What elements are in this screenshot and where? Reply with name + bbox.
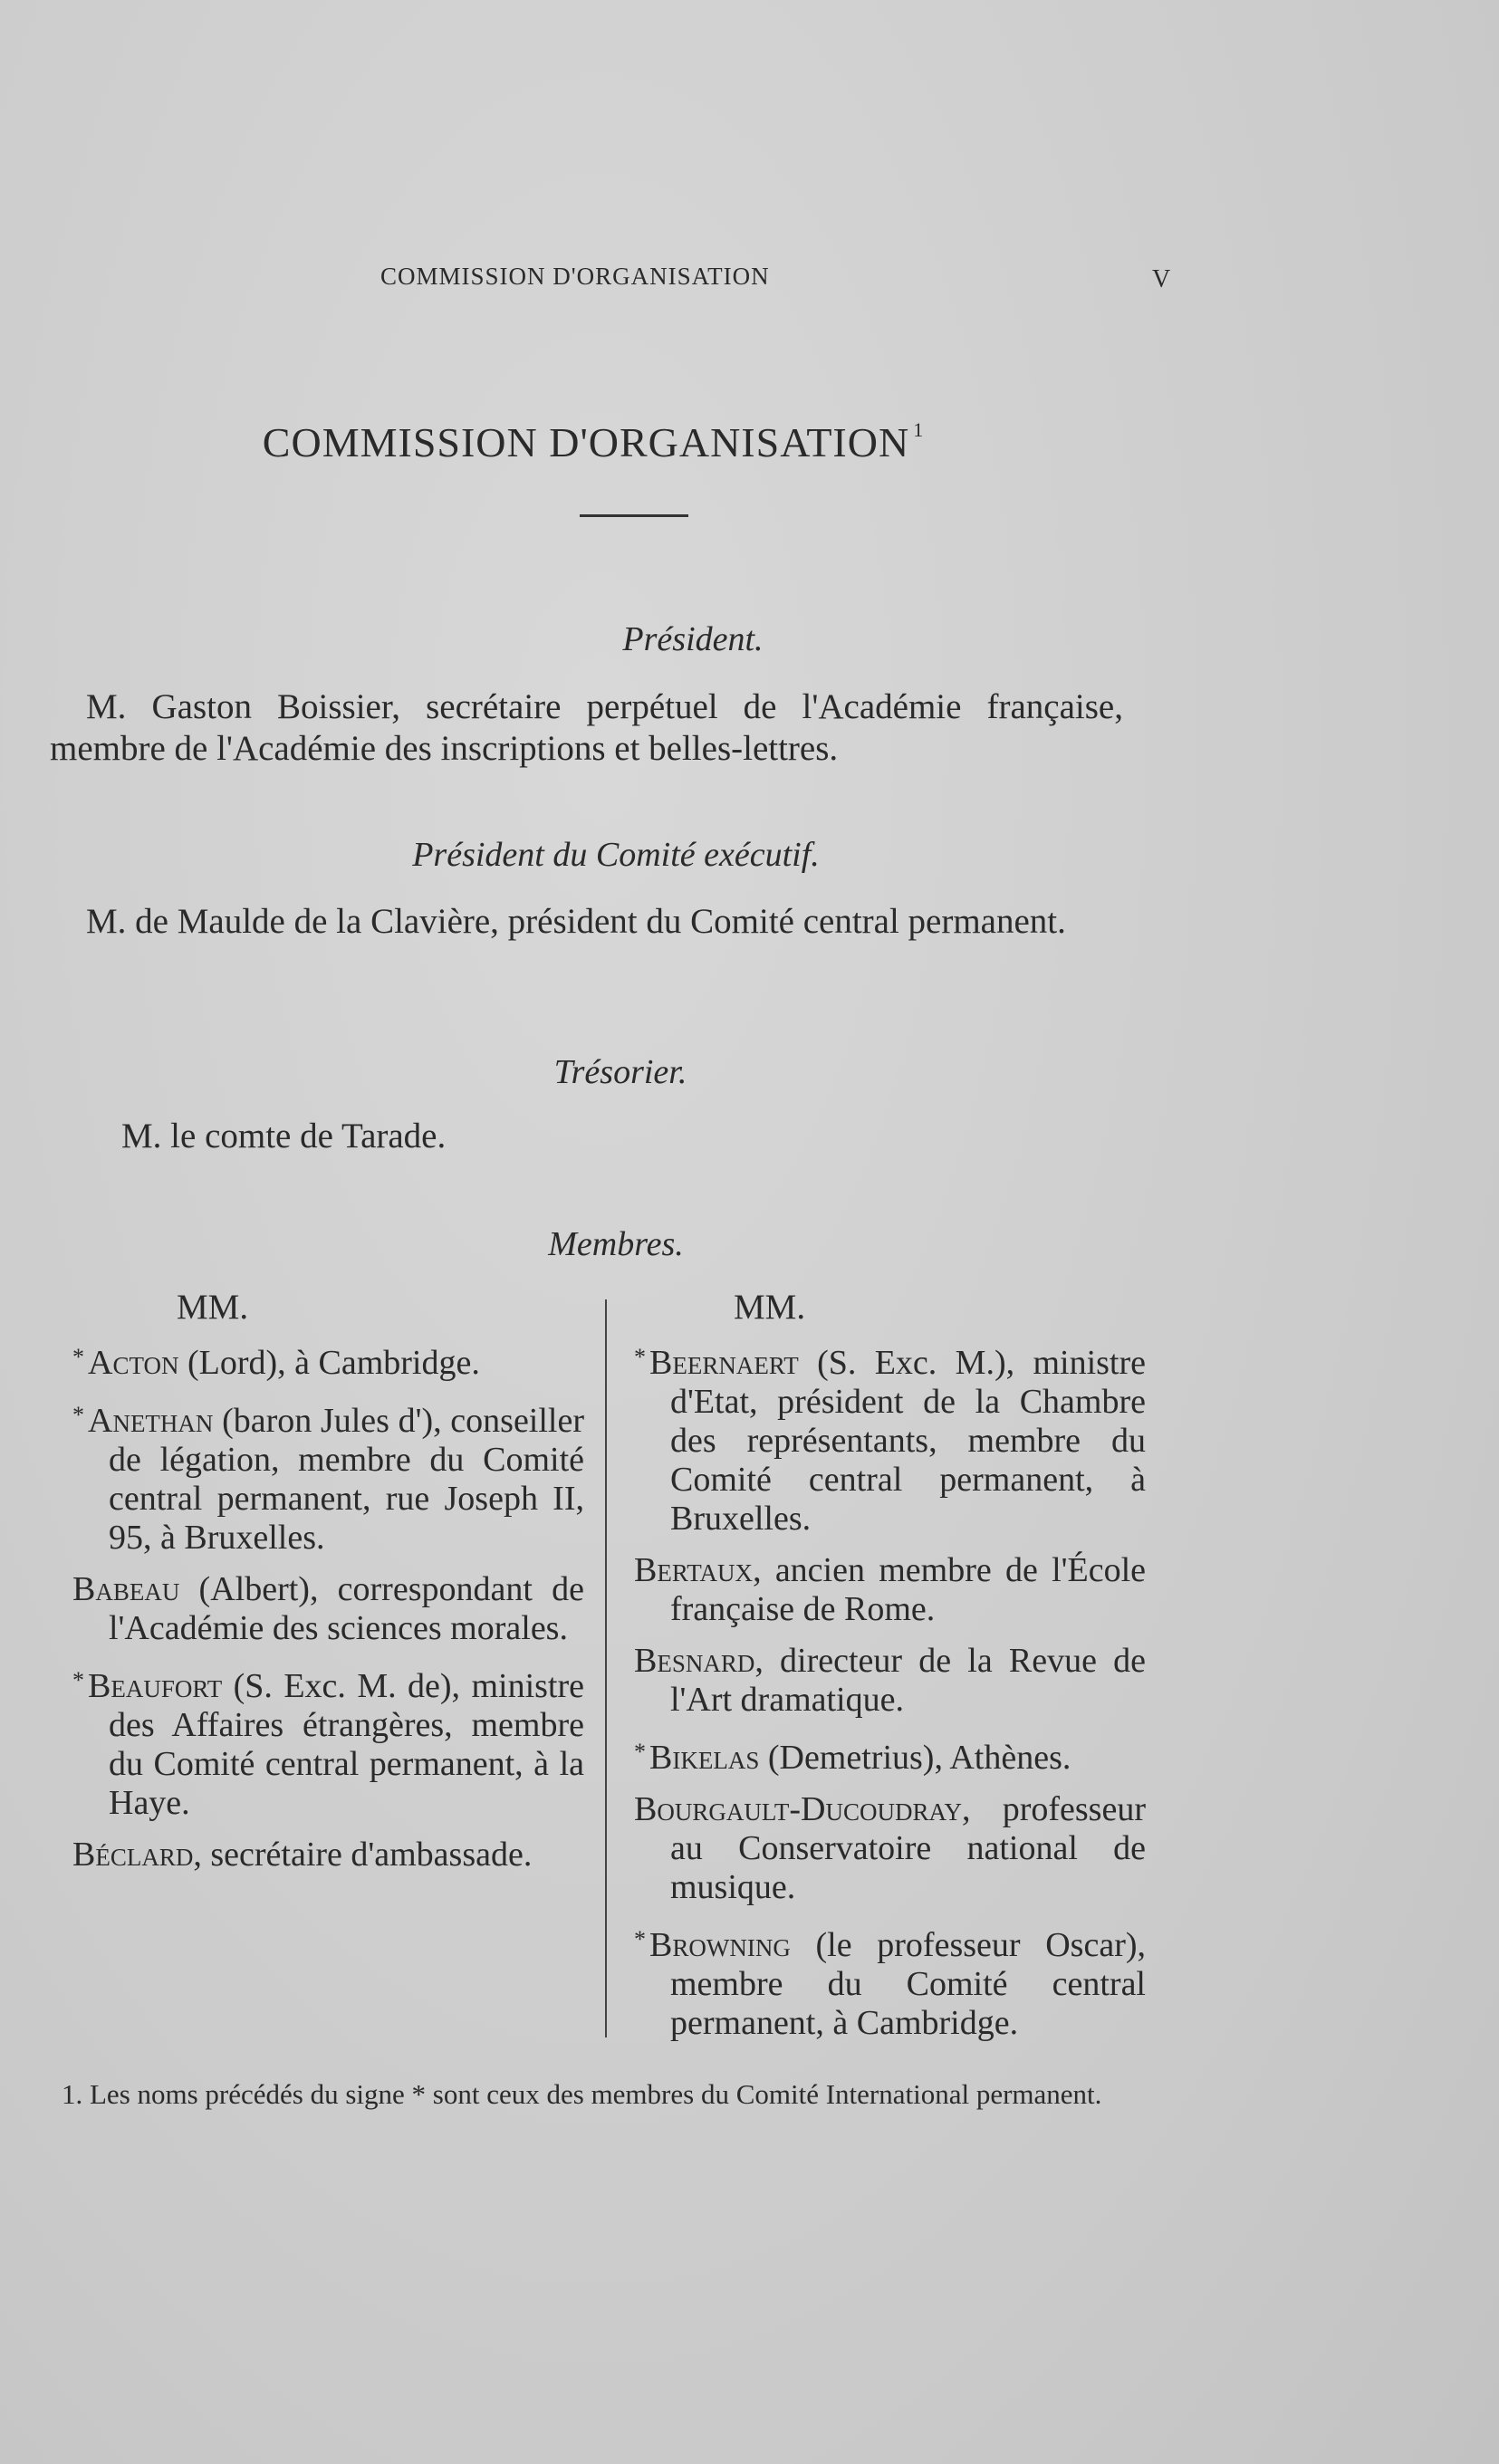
- member-name: Besnard: [634, 1642, 755, 1680]
- member-description: (S. Exc. M. de), ministre des Affaires étrangères, membre du Comité central permanent, à la Haye.: [109, 1667, 584, 1822]
- member-name: Beernaert: [649, 1344, 799, 1382]
- member-entry: [634, 1337, 1146, 1539]
- star-mark: *: [634, 1344, 646, 1370]
- member-name: Acton: [88, 1344, 179, 1382]
- tresorier-heading: Trésorier.: [553, 1053, 687, 1091]
- president-comite-text: M. de Maulde de la Clavière, président du Comité central permanent.: [86, 902, 1066, 941]
- member-entry: [72, 1570, 584, 1648]
- member-entry: [634, 1551, 1146, 1629]
- title-text: COMMISSION D'ORGANISATION: [262, 419, 910, 465]
- page-number: V: [1152, 265, 1171, 293]
- member-description: (baron Jules d'), conseiller de légation, membre du Comité central permanent, rue Joseph II, 95, à Bruxelles.: [109, 1402, 584, 1557]
- star-mark: *: [72, 1667, 84, 1693]
- president-comite-heading: Président du Comité exécutif.: [412, 836, 820, 874]
- president-heading: Président.: [622, 620, 764, 658]
- member-name: Bertaux: [634, 1551, 754, 1589]
- member-name: Béclard: [72, 1836, 194, 1874]
- footnote: [62, 2076, 1145, 2113]
- member-description: , secrétaire d'ambassade.: [193, 1836, 533, 1874]
- member-name: Browning: [649, 1926, 791, 1964]
- member-entry: [72, 1836, 584, 1874]
- member-name: Babeau: [72, 1570, 180, 1608]
- member-name: Bourgault-Ducoudray: [634, 1790, 962, 1828]
- member-description: (Demetrius), Athènes.: [759, 1739, 1071, 1777]
- star-mark: *: [72, 1344, 84, 1370]
- member-description: , ancien membre de l'École française de Rome.: [670, 1551, 1146, 1628]
- column-separator: [605, 1299, 607, 2037]
- member-entry: [634, 1790, 1146, 1907]
- member-description: (Albert), correspondant de l'Académie des sciences morales.: [109, 1570, 584, 1647]
- member-name: Anethan: [88, 1402, 214, 1440]
- tresorier-text: M. le comte de Tarade.: [121, 1117, 447, 1155]
- member-name: Bikelas: [649, 1739, 760, 1777]
- footnote-number: 1.: [62, 2078, 83, 2110]
- member-entry: [72, 1337, 584, 1383]
- membres-heading: Membres.: [548, 1225, 684, 1263]
- president-text: M. Gaston Boissier, secrétaire perpétuel de l'Académie française, membre de l'Académie des inscriptions et belles-lettres.: [50, 687, 1123, 768]
- page-title: [0, 418, 1187, 466]
- running-header: COMMISSION D'ORGANISATION: [380, 263, 770, 290]
- title-footnote-mark: 1: [913, 418, 925, 441]
- member-name: Beaufort: [88, 1667, 223, 1705]
- right-mm: MM.: [734, 1288, 806, 1327]
- member-description: (Lord), à Cambridge.: [178, 1344, 480, 1382]
- members-right-column: [634, 1288, 1146, 2056]
- star-mark: *: [634, 1739, 646, 1765]
- left-mm: MM.: [177, 1288, 249, 1327]
- member-description: , directeur de la Revue de l'Art dramatique.: [670, 1642, 1146, 1719]
- footnote-text: Les noms précédés du signe * sont ceux des membres du Comité International permanent.: [90, 2078, 1102, 2110]
- member-description: (le professeur Oscar), membre du Comité central permanent, à Cambridge.: [670, 1926, 1146, 2042]
- member-entry: [634, 1920, 1146, 2043]
- members-left-column: [72, 1288, 584, 1887]
- star-mark: *: [72, 1402, 84, 1428]
- member-description: , professeur au Conservatoire national de musique.: [670, 1790, 1146, 1906]
- member-description: (S. Exc. M.), ministre d'Etat, président de la Chambre des représentants, membre du Comité central permanent, à Bruxelles.: [670, 1344, 1146, 1538]
- star-mark: *: [634, 1926, 646, 1952]
- title-rule: [580, 514, 688, 517]
- member-entry: [72, 1661, 584, 1823]
- member-entry: [634, 1732, 1146, 1778]
- member-entry: [72, 1395, 584, 1558]
- member-entry: [634, 1642, 1146, 1720]
